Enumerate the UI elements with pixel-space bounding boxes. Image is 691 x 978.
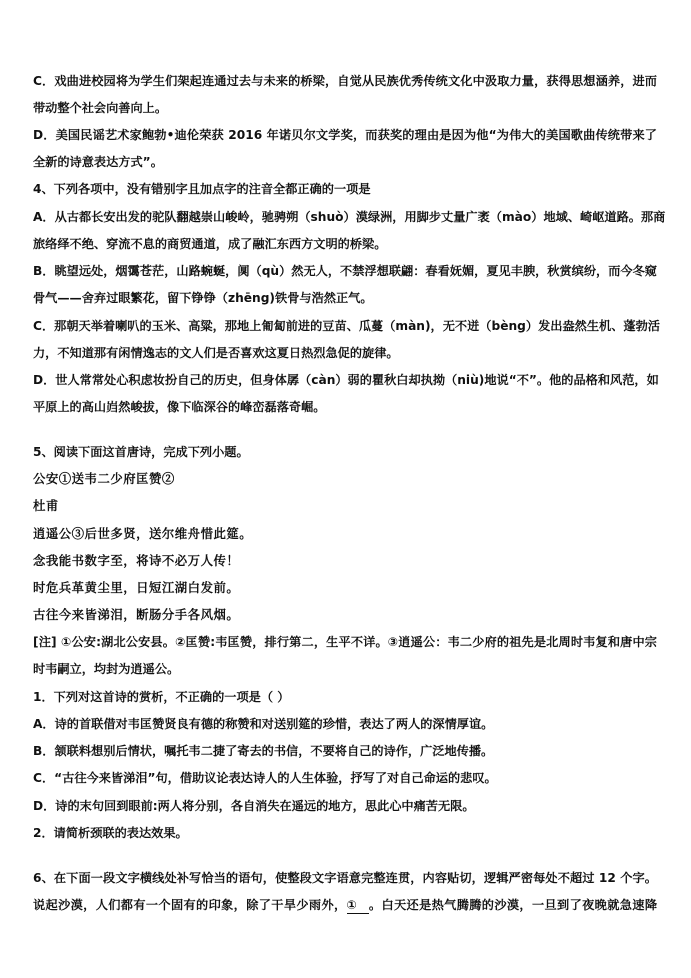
q4-option-d-line-2: 平原上的高山岿然峻拔，像下临深谷的峰峦磊落奇崛。 xyxy=(33,400,326,414)
poem-author: 杜甫 xyxy=(33,498,59,513)
poem-line-3: 时危兵革黄尘里，日短江湖白发前。 xyxy=(33,580,240,595)
poem-line-2: 念我能书数字至，将诗不必万人传！ xyxy=(33,553,240,568)
fill-in-blank-1[interactable]: ① xyxy=(347,897,369,914)
question-5-stem: 5、阅读下面这首唐诗，完成下列小题。 xyxy=(33,445,249,459)
q4-option-c-line-1: C．那朝天举着喇叭的玉米、高粱，那地上匍匐前进的豆苗、瓜蔓（màn)，无不迸（bèng）发出盎然生机、蓬勃活 xyxy=(33,319,660,333)
poem-notes-line-1: [注] ①公安:湖北公安县。②匡赞:韦匡赞，排行第二，生平不详。③逍遥公：韦二少府的祖先是北周时韦复和唐中宗 xyxy=(33,635,657,649)
question-4-stem: 4、下列各项中，没有错别字且加点字的注音全都正确的一项是 xyxy=(33,182,371,196)
q4-option-b-line-2: 骨气——舍弃过眼繁花，留下铮铮（zhēng)铁骨与浩然正气。 xyxy=(33,291,373,305)
sub-question-1-stem: 1．下列对这首诗的赏析，不正确的一项是（ ） xyxy=(33,690,290,704)
poem-title: 公安①送韦二少府匡赞② xyxy=(33,471,175,486)
option-d-line-2: 全新的诗意表达方式”。 xyxy=(33,155,163,169)
option-d-line-1: D．美国民谣艺术家鲍勃•迪伦荣获 2016 年诺贝尔文学奖，而获奖的理由是因为他“为伟大的美国歌曲传统带来了 xyxy=(33,128,657,142)
q4-option-a-line-1: A．从古都长安出发的驼队翻越崇山峻岭，驰骋朔（shuò）漠绿洲，用脚步丈量广袤（mào）地域、崎岖道路。那商 xyxy=(33,210,666,224)
q4-option-a-line-2: 旅络绎不绝、穿流不息的商贸通道，成了融汇东西方文明的桥梁。 xyxy=(33,237,387,251)
poem-notes-line-2: 时韦嗣立，均封为逍遥公。 xyxy=(33,662,180,676)
sub-question-1-option-d: D．诗的末句回到眼前:两人将分别，各自消失在遥远的地方，思此心中痛苦无限。 xyxy=(33,799,475,813)
sub-question-1-option-b: B．颔联料想别后情状，嘱托韦二捷了寄去的书信，不要将自己的诗作，广泛地传播。 xyxy=(33,744,494,758)
passage-text-before: 说起沙漠，人们都有一个固有的印象，除了干旱少雨外， xyxy=(33,898,347,912)
question-6-stem: 6、在下面一段文字横线处补写恰当的语句，使整段文字语意完整连贯，内容贴切，逻辑严密每处不超过 12 个字。 xyxy=(33,871,657,885)
poem-line-1: 逍遥公③后世多贤，送尔维舟惜此筵。 xyxy=(33,526,253,541)
sub-question-1-option-c: C．“古往今来皆涕泪”句，借助议论表达诗人的人生体验，抒写了对自己命运的悲叹。 xyxy=(33,771,497,785)
option-c-line-1: C．戏曲进校园将为学生们架起连通过去与未来的桥梁，自觉从民族优秀传统文化中汲取力量，获得思想涵养，进而 xyxy=(33,74,657,88)
q4-option-b-line-1: B．眺望远处，烟霭苍茫，山路蜿蜒，阒（qù）然无人，不禁浮想联翩：春看妩媚，夏见丰腴，秋赏缤纷，而今冬窥 xyxy=(33,264,657,278)
sub-question-2-stem: 2．请简析颈联的表达效果。 xyxy=(33,826,188,840)
q4-option-d-line-1: D．世人常常处心积虑妆扮自己的历史，但身体孱（càn）弱的瞿秋白却执拗（niù)地说“不”。他的品格和风范，如 xyxy=(33,373,659,387)
q4-option-c-line-2: 力，不知道那有闲情逸志的文人们是否喜欢这夏日热烈急促的旋律。 xyxy=(33,346,399,360)
option-c-line-2: 带动整个社会向善向上。 xyxy=(33,101,168,115)
passage-text-after: 。白天还是热气腾腾的沙漠，一旦到了夜晚就急速降 xyxy=(368,898,658,912)
sub-question-1-option-a: A．诗的首联借对韦匡赞贤良有德的称赞和对送别筵的珍惜，表达了两人的深情厚谊。 xyxy=(33,717,494,731)
question-6-passage-line xyxy=(33,897,657,914)
poem-line-4: 古往今来皆涕泪，断肠分手各风烟。 xyxy=(33,607,240,622)
